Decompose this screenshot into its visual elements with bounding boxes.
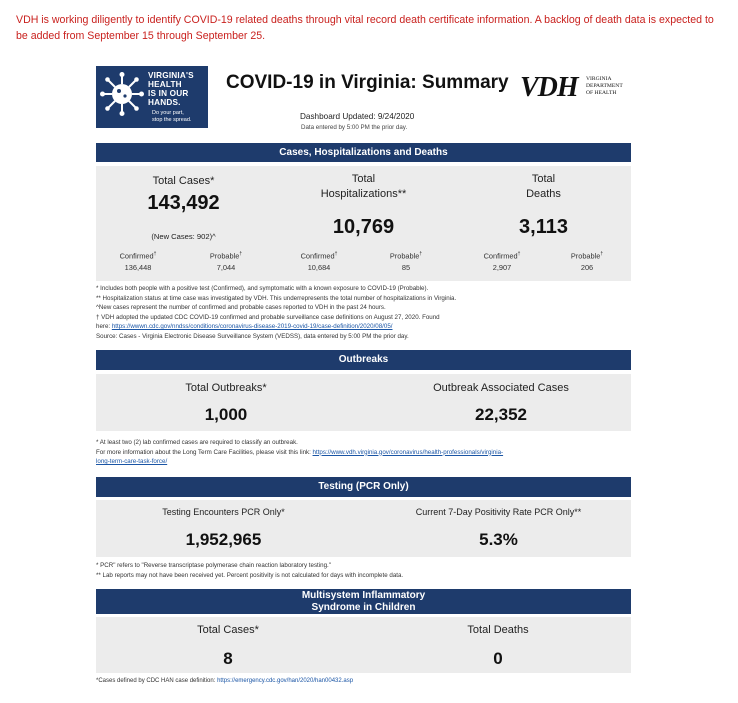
logo-tagline: Do your part, stop the spread. [152, 110, 192, 123]
outbreaks-panel [96, 374, 631, 431]
total-hospitalizations-label: Total Hospitalizations** [320, 173, 407, 200]
new-cases: (New Cases: 902)^ [151, 232, 216, 241]
total-cases-value: 143,492 [147, 192, 220, 214]
logo-slogan: VIRGINIA'S HEALTH IS IN OUR HANDS. [148, 71, 194, 107]
total-deaths-value: 3,113 [519, 216, 568, 238]
ltcf-link[interactable]: https://www.vdh.virginia.gov/coronavirus/health-professionals/virginia- [312, 448, 504, 456]
virginia-health-logo [96, 66, 208, 128]
cases-panel [96, 166, 631, 281]
testing-encounters-value: 1,952,965 [185, 530, 262, 549]
cases-probable-value: 7,044 [216, 263, 236, 272]
virus-icon [100, 72, 144, 116]
testing-panel [96, 500, 631, 557]
ltcf-link-continued[interactable]: long-term-care-task-force/ [96, 458, 168, 466]
testing-encounters-label: Testing Encounters PCR Only* [162, 507, 285, 517]
cases-confirmed-label: Confirmed† [119, 251, 157, 261]
hosp-confirmed-value: 10,684 [307, 263, 331, 272]
total-cases-label: Total Cases* [152, 175, 215, 187]
misc-panel [96, 617, 631, 673]
cdc-case-definition-link[interactable]: https://wwwn.cdc.gov/nndss/conditions/coronavirus-disease-2019-covid-19/case-definition/2020/08/05/ [111, 323, 393, 331]
page-title: COVID-19 in Virginia: Summary [226, 72, 509, 93]
misc-total-cases-label: Total Cases* [197, 624, 259, 636]
deaths-probable-value: 206 [580, 263, 594, 272]
total-deaths-label: Total Deaths [526, 173, 561, 200]
total-outbreaks-value: 1,000 [204, 405, 248, 424]
cases-footnotes: * Includes both people with a positive test (Confirmed), and symptomatic with a known exposure to COVID-19 (Probable). ** Hospitalization status at time case was investigated by VDH. This underrepresents the total number of hospitalizations in Virginia. ^New cases represent the number of confirmed and probable cases reported to VDH in the past 24 hours. † VDH adopted the updated CDC COVID-19 confirmed and probable surveillance case definitions on August 27, 2020. Found here: https://wwwn.cdc.gov/nndss/conditions/coronavirus-disease-2019-covid-19/case-definition/2020/08/05/ Source: Cases - Virginia Electronic Disease Surveillance System (VEDSS), data entered by 5:00 PM the prior day. [96, 285, 457, 340]
total-hospitalizations-value: 10,769 [332, 216, 395, 238]
cases-probable-label: Probable† [209, 251, 243, 261]
deaths-confirmed-value: 2,907 [492, 263, 512, 272]
positivity-rate-value: 5.3% [479, 530, 518, 549]
data-entered-note: Data entered by 5:00 PM the prior day. [301, 124, 408, 131]
outbreaks-footnotes: * At least two (2) lab confirmed cases are required to classify an outbreak. For more information about the Long Term Care Facilities, please visit this link: https://www.vdh.virginia.gov/coronavirus/health-professionals/virginia- long-term-care-task-force/ [96, 439, 504, 466]
hosp-probable-label: Probable† [389, 251, 423, 261]
dashboard-updated: Dashboard Updated: 9/24/2020 [300, 112, 415, 121]
misc-total-deaths-label: Total Deaths [467, 624, 529, 636]
cases-confirmed-value: 136,448 [124, 263, 152, 272]
misc-section-header: Multisystem Inflammatory Syndrome in Children [96, 589, 631, 614]
outbreak-cases-value: 22,352 [475, 405, 527, 424]
misc-total-cases-value: 8 [223, 649, 233, 668]
vdh-logo: VDH [520, 72, 578, 103]
positivity-rate-label: Current 7-Day Positivity Rate PCR Only** [415, 507, 582, 517]
cases-section-header: Cases, Hospitalizations and Deaths [96, 143, 631, 162]
deaths-confirmed-label: Confirmed† [483, 251, 521, 261]
vdh-logo-text: VIRGINIA DEPARTMENT OF HEALTH [586, 76, 623, 96]
misc-total-deaths-value: 0 [493, 649, 503, 668]
outbreak-cases-label: Outbreak Associated Cases [433, 382, 569, 394]
misc-footnote: *Cases defined by CDC HAN case definition: https://emergency.cdc.gov/han/2020/han00432.asp [96, 678, 354, 684]
outbreaks-section-header: Outbreaks [96, 350, 631, 370]
testing-section-header: Testing (PCR Only) [96, 477, 631, 497]
total-outbreaks-label: Total Outbreaks* [185, 382, 267, 394]
hosp-confirmed-label: Confirmed† [300, 251, 338, 261]
cdc-han-link[interactable]: https://emergency.cdc.gov/han/2020/han00432.asp [217, 678, 354, 684]
hosp-probable-value: 85 [401, 263, 411, 272]
deaths-probable-label: Probable† [570, 251, 604, 261]
testing-footnotes: * PCR" refers to "Reverse transcriptase polymerase chain reaction laboratory testing." ** Lab reports may not have been received yet. Percent positivity is not calculated for days with incomplete data. [96, 562, 404, 579]
backlog-notice: VDH is working diligently to identify COVID-19 related deaths through vital record death certificate information. A backlog of death data is expected to be added from September 15 through September 25. [16, 14, 714, 42]
